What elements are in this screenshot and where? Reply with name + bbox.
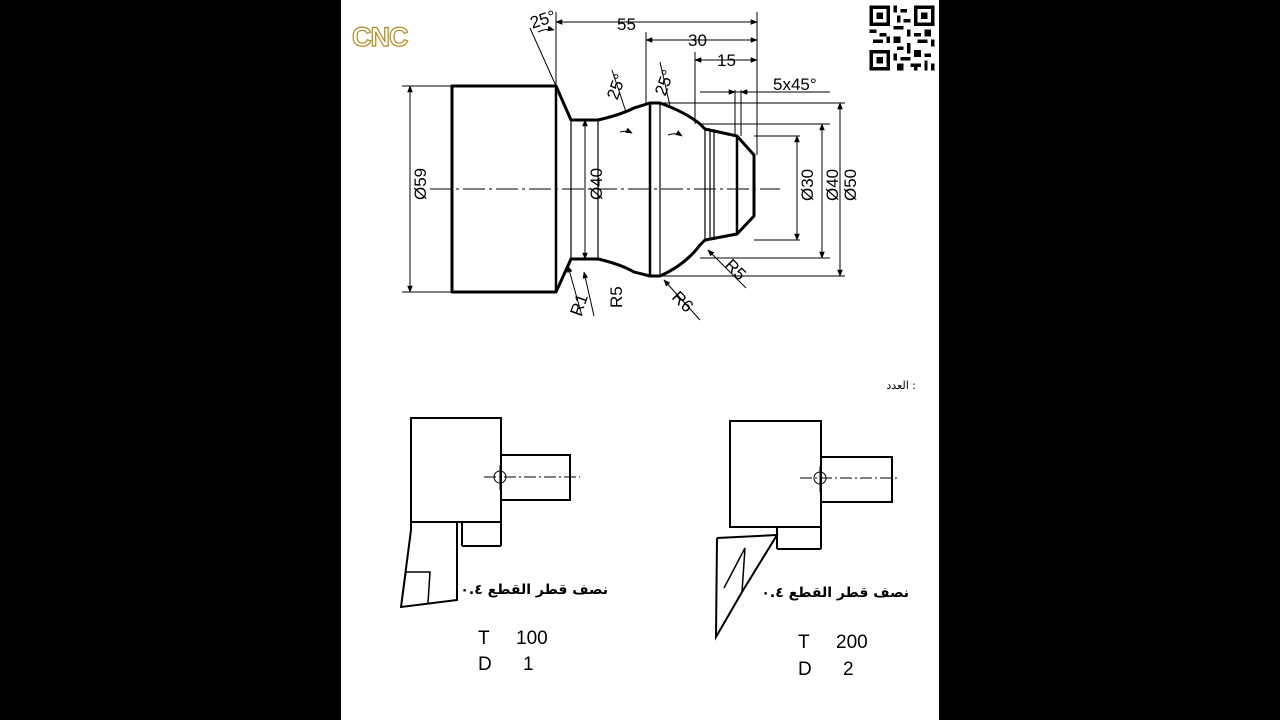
radius-r1: R1 xyxy=(566,291,592,319)
dimension-lines xyxy=(402,12,845,320)
dia-30: Ø30 xyxy=(798,168,817,201)
chamfer-label: 5x45° xyxy=(773,75,817,94)
tool-2-t-value: 200 xyxy=(836,632,868,653)
dim-55: 55 xyxy=(617,15,636,34)
angle-right-groove: 25° xyxy=(651,67,678,99)
tool-1-d-label: D xyxy=(478,654,492,675)
number-label: العدد : xyxy=(886,379,916,392)
angle-left-groove: 25° xyxy=(603,71,630,103)
tool-1-d-value: 1 xyxy=(523,654,534,675)
dia-59: Ø59 xyxy=(411,167,430,200)
qr-code-icon xyxy=(866,2,938,74)
tool-1-texts xyxy=(460,582,608,675)
radius-r5-left: R5 xyxy=(607,286,626,308)
tool-2-texts xyxy=(761,585,909,680)
tool-1-drawing xyxy=(401,418,580,607)
tool-1-t-label: T xyxy=(478,628,490,649)
radius-r5-right: R5 xyxy=(721,255,750,285)
tool-2-drawing xyxy=(716,421,900,637)
radius-r6: R6 xyxy=(668,287,698,317)
dim-15: 15 xyxy=(717,51,736,70)
tool-2-d-label: D xyxy=(798,659,812,680)
tool-2-t-label: T xyxy=(798,632,810,653)
dia-40-left: Ø40 xyxy=(587,167,606,200)
dia-50: Ø50 xyxy=(841,168,860,201)
dim-30: 30 xyxy=(688,31,707,50)
cnc-brand-label: CNC xyxy=(352,22,408,52)
angle-top: 25° xyxy=(527,6,559,33)
tool-2-radius-text: نصف قطر القطع ٠.٤ xyxy=(761,585,909,601)
dia-40-right: Ø40 xyxy=(823,168,842,201)
tool-1-t-value: 100 xyxy=(516,628,548,649)
tool-2-d-value: 2 xyxy=(843,659,854,680)
tool-1-radius-text: نصف قطر القطع ٠.٤ xyxy=(460,582,608,598)
